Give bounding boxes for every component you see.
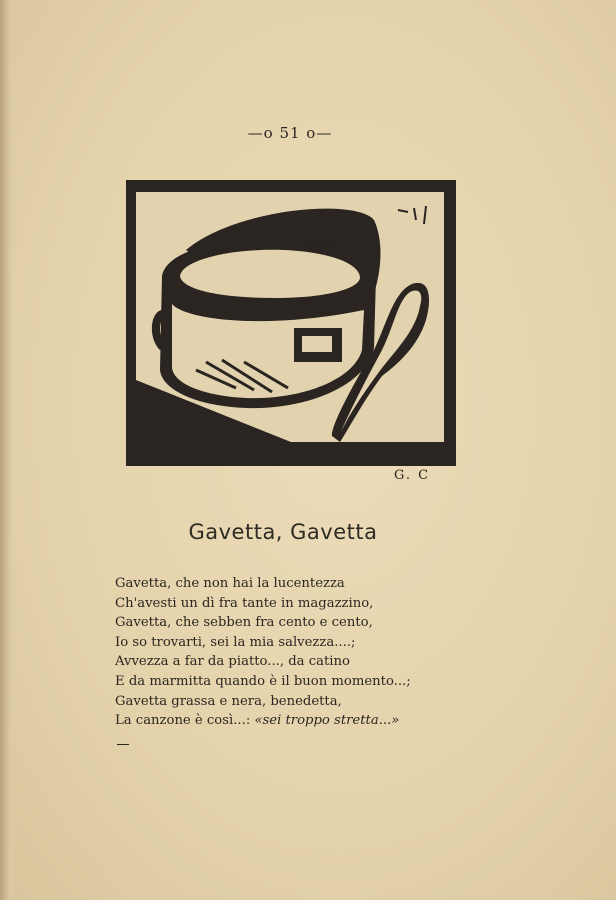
poem-line: E da marmitta quando è il buon momento...; xyxy=(115,673,411,689)
poem-last-line xyxy=(115,711,515,731)
poem-last-line-prefix: La canzone è così...: xyxy=(115,713,255,729)
poem-title: Gavetta, Gavetta xyxy=(188,520,378,544)
poem-line: Gavetta, che sebben fra cento e cento, xyxy=(115,615,373,631)
poem-line: Gavetta, che non hai la lucentezza xyxy=(115,576,345,591)
poem-last-line-quote: «sei troppo stretta...» xyxy=(254,713,400,729)
page-number: —o 51 o— xyxy=(247,124,333,142)
mess-tin-woodcut-illustration xyxy=(126,180,456,466)
poem-line: Avvezza a far da piatto..., da catino xyxy=(115,654,350,670)
closing-dash xyxy=(117,744,129,745)
poem-line: Io so trovarti, sei la mia salvezza....; xyxy=(115,634,356,650)
poem-line: Gavetta grassa e nera, benedetta, xyxy=(115,693,342,709)
artist-signature: G. C xyxy=(394,468,431,483)
poem-line: Ch'avesti un dì fra tante in magazzino, xyxy=(115,595,374,611)
poem-body xyxy=(115,574,515,731)
